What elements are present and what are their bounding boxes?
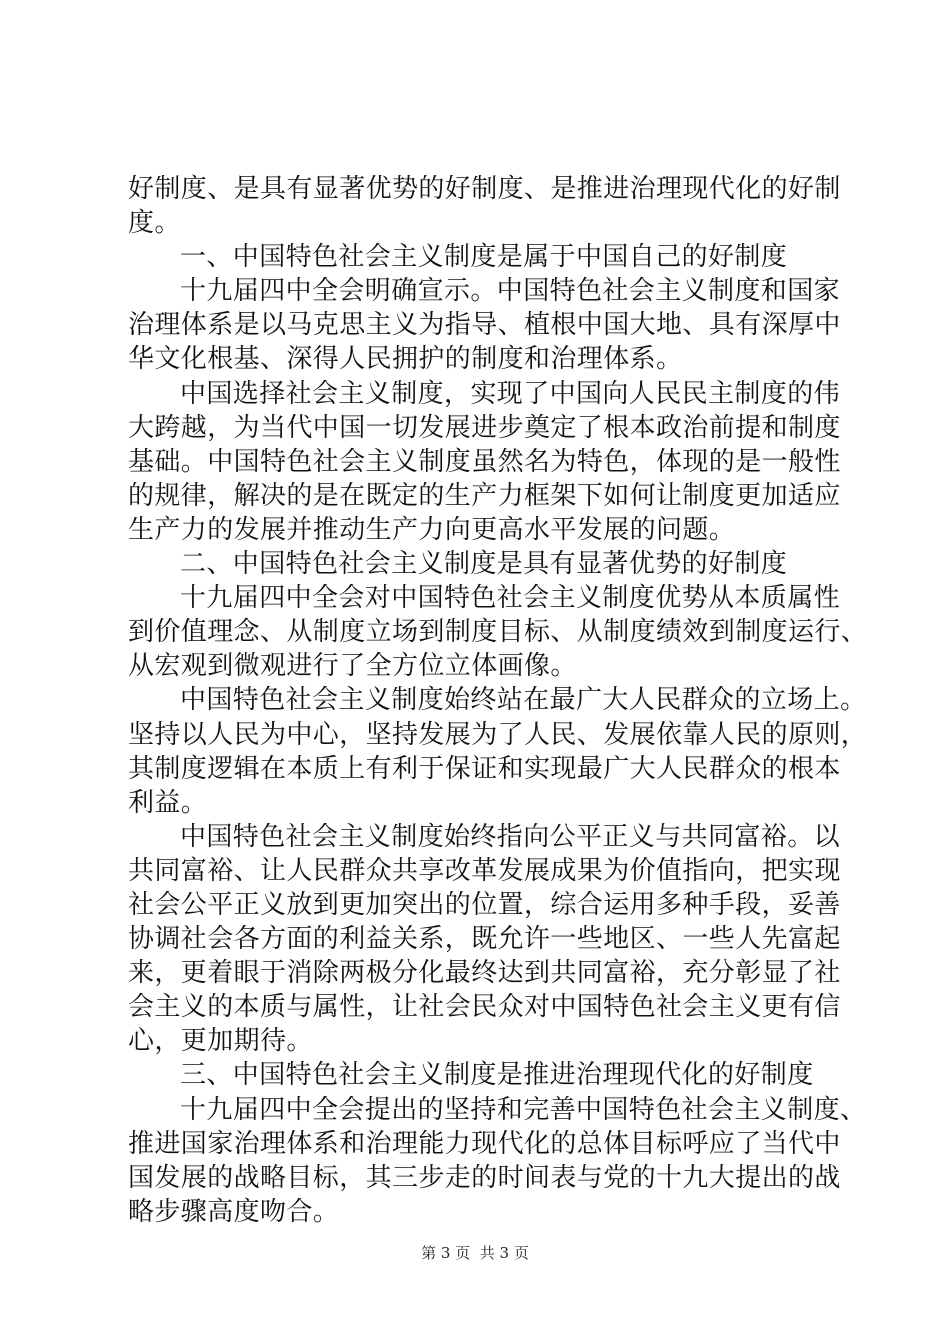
text-line: 从宏观到微观进行了全方位立体画像。	[128, 651, 577, 682]
page-total: 共 3 页	[479, 1244, 529, 1262]
text-line: 社会公平正义放到更加突出的位置，综合运用多种手段，妥善	[128, 889, 841, 920]
text-line: 二、中国特色社会主义制度是具有显著优势的好制度	[180, 549, 788, 580]
text-line: 三、中国特色社会主义制度是推进治理现代化的好制度	[180, 1060, 814, 1091]
document-body	[128, 172, 868, 1229]
text-line: 十九届四中全会对中国特色社会主义制度优势从本质属性	[180, 583, 841, 614]
text-line: 基础。中国特色社会主义制度虽然名为特色，体现的是一般性	[128, 446, 841, 477]
text-line: 中国选择社会主义制度，实现了中国向人民民主制度的伟	[180, 378, 841, 409]
text-line: 其制度逻辑在本质上有利于保证和实现最广大人民群众的根本	[128, 753, 841, 784]
text-line: 华文化根基、深得人民拥护的制度和治理体系。	[128, 344, 683, 375]
text-line: 会主义的本质与属性，让社会民众对中国特色社会主义更有信	[128, 992, 841, 1023]
text-line: 大跨越，为当代中国一切发展进步奠定了根本政治前提和制度	[128, 412, 841, 443]
text-line: 的规律，解决的是在既定的生产力框架下如何让制度更加适应	[128, 480, 841, 511]
text-line: 生产力的发展并推动生产力向更高水平发展的问题。	[128, 514, 736, 545]
text-line: 到价值理念、从制度立场到制度目标、从制度绩效到制度运行、	[128, 617, 868, 648]
text-line: 推进国家治理体系和治理能力现代化的总体目标呼应了当代中	[128, 1128, 841, 1159]
page-number: 第 3 页	[421, 1244, 471, 1262]
text-line: 来，更着眼于消除两极分化最终达到共同富裕，充分彰显了社	[128, 958, 841, 989]
text-line: 共同富裕、让人民群众共享改革发展成果为价值指向，把实现	[128, 855, 841, 886]
text-line: 国发展的战略目标，其三步走的时间表与党的十九大提出的战	[128, 1162, 841, 1193]
text-line: 度。	[128, 208, 181, 239]
text-line: 中国特色社会主义制度始终站在最广大人民群众的立场上。	[180, 685, 867, 716]
text-line: 好制度、是具有显著优势的好制度、是推进治理现代化的好制	[128, 174, 841, 204]
text-line: 十九届四中全会提出的坚持和完善中国特色社会主义制度、	[180, 1094, 867, 1125]
text-line: 协调社会各方面的利益关系，既允许一些地区、一些人先富起	[128, 924, 841, 955]
text-line: 十九届四中全会明确宣示。中国特色社会主义制度和国家	[180, 276, 841, 307]
text-line: 利益。	[128, 787, 208, 818]
text-line: 心，更加期待。	[128, 1026, 313, 1057]
page-footer	[0, 1243, 950, 1263]
text-line: 一、中国特色社会主义制度是属于中国自己的好制度	[180, 242, 788, 273]
text-line: 略步骤高度吻合。	[128, 1196, 340, 1227]
text-line: 中国特色社会主义制度始终指向公平正义与共同富裕。以	[180, 821, 841, 852]
text-line: 治理体系是以马克思主义为指导、植根中国大地、具有深厚中	[128, 310, 841, 341]
text-line: 坚持以人民为中心，坚持发展为了人民、发展依靠人民的原则，	[128, 719, 868, 750]
